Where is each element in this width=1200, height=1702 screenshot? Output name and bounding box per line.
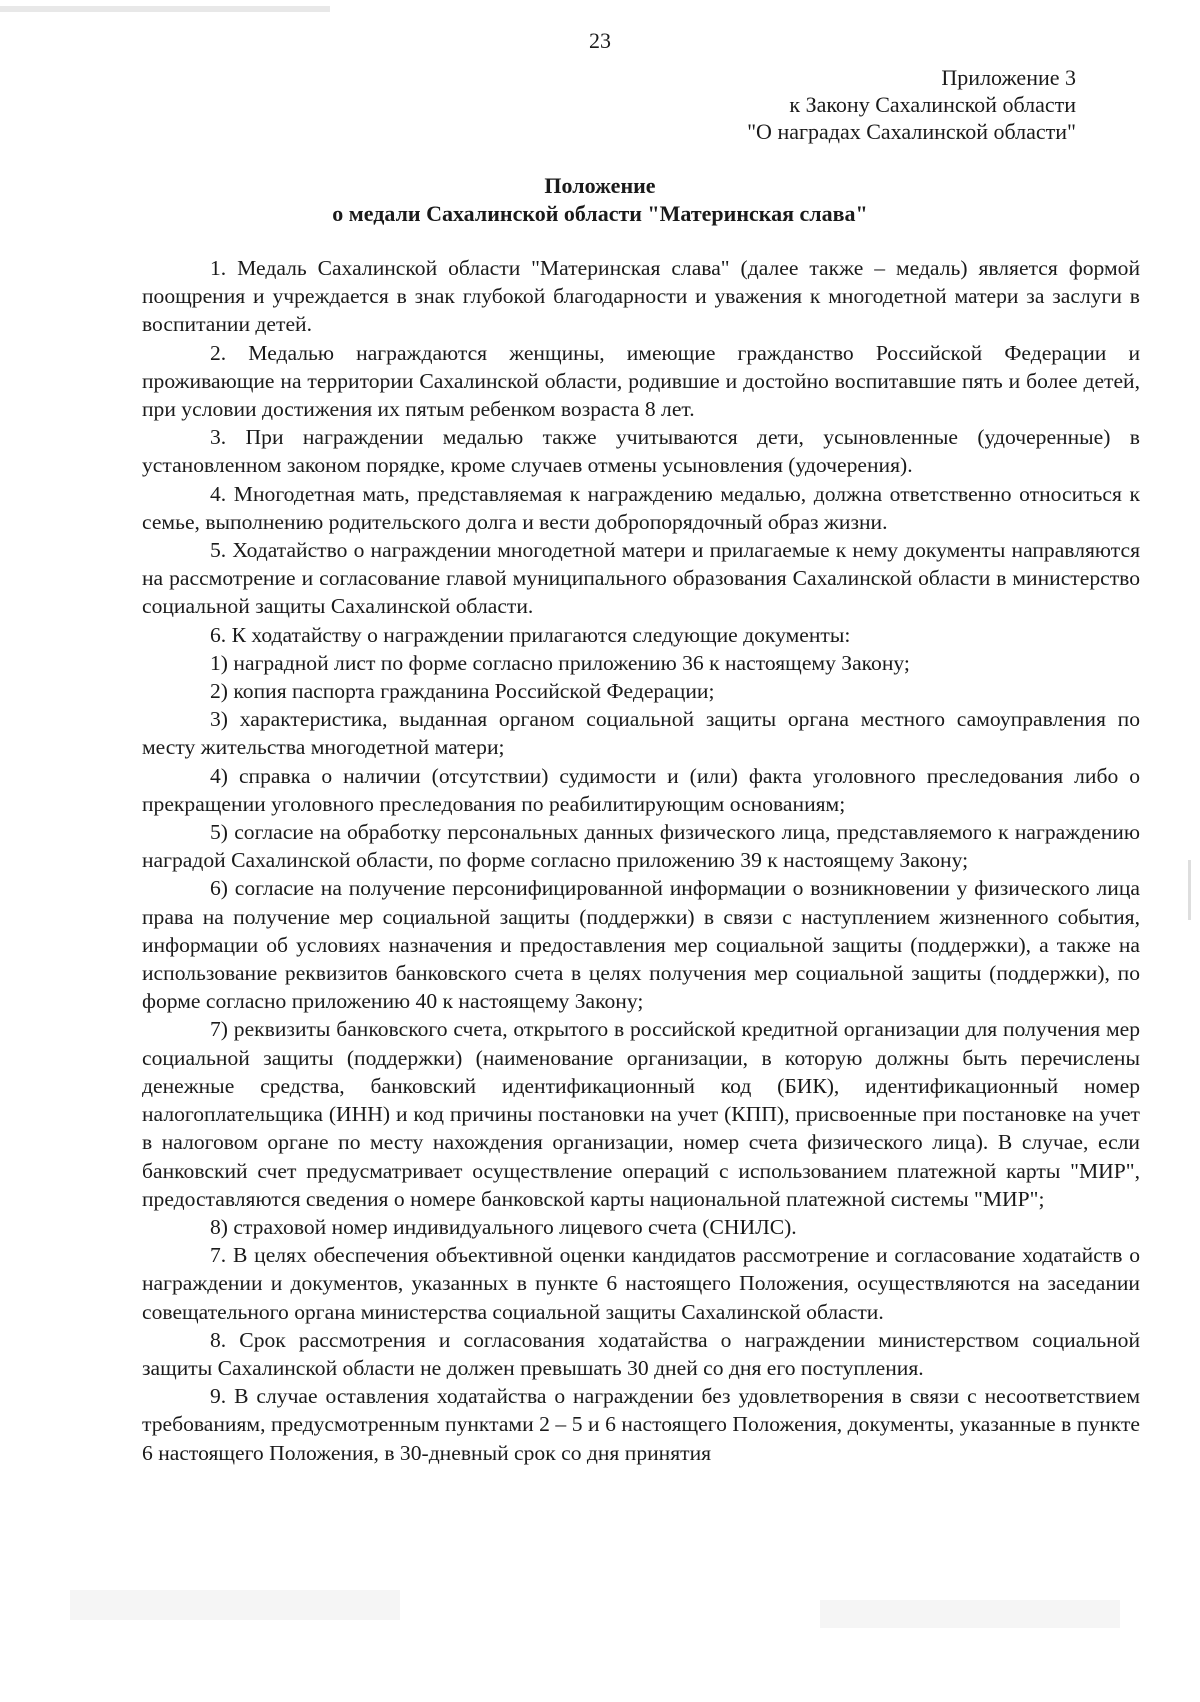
document-title [0, 172, 1200, 228]
paragraph: 8. Срок рассмотрения и согласования ходатайства о награждении министерством социальной защиты Сахалинской области не должен превышать 30 дней со дня его поступления. [142, 1327, 1140, 1380]
scan-noise-right-edge [1188, 860, 1191, 920]
paragraph: 5. Ходатайство о награждении многодетной матери и прилагаемые к нему документы направляются на рассмотрение и согласование главой муниципального образования Сахалинской области в министерство социальной защиты Сахалинской области. [142, 538, 1140, 619]
appendix-line: к Закону Сахалинской области [789, 92, 1076, 117]
list-item: 4) справка о наличии (отсутствии) судимости и (или) факта уголовного преследования либо о прекращении уголовного преследования по реабилитирующим основаниям; [142, 763, 1140, 816]
appendix-line: "О наградах Сахалинской области" [747, 119, 1076, 144]
list-item: 5) согласие на обработку персональных данных физического лица, представляемого к награждению наградой Сахалинской области, по форме согласно приложению 39 к настоящему Закону; [142, 820, 1140, 873]
list-item: 8) страховой номер индивидуального лицевого счета (СНИЛС). [210, 1214, 797, 1239]
document-body [142, 254, 1140, 1467]
appendix-line: Приложение 3 [941, 65, 1076, 90]
paragraph: 1. Медаль Сахалинской области "Материнская слава" (далее также – медаль) является формой поощрения и учреждается в знак глубокой благодарности и уважения к многодетной матери за заслуги в воспитании детей. [142, 256, 1140, 337]
title-line: Положение [544, 173, 656, 198]
paragraph: 2. Медалью награждаются женщины, имеющие гражданство Российской Федерации и проживающие на территории Сахалинской области, родившие и достойно воспитавшие пять и более детей, при условии достижения их пятым ребенком возраста 8 лет. [142, 340, 1140, 422]
paragraph: 3. При награждении медалью также учитываются дети, усыновленные (удочеренные) в установленном законом порядке, кроме случаев отмены усыновления (удочерения). [142, 425, 1140, 478]
list-item: 1) наградной лист по форме согласно приложению 36 к настоящему Закону; [210, 650, 910, 675]
paragraph: 7. В целях обеспечения объективной оценки кандидатов рассмотрение и согласование ходатайств о награждении и документов, указанных в пункте 6 настоящего Положения, осуществляются на заседании совещательного органа министерства социальной защиты Сахалинской области. [142, 1243, 1140, 1324]
list-item: 7) реквизиты банковского счета, открытого в российской кредитной организации для получения мер социальной защиты (поддержки) (наименование организации, в которую должны быть перечислены денежные средства, банковский идентификационный код (БИК), идентификационный номер налогоплательщика (ИНН) и код причины постановки на учет (КПП), присвоенные при постановке на учет в налоговом органе по месту нахождения организации, номер счета физического лица). В случае, если банковский счет предусматривает осуществление операций с использованием платежной карты "МИР", предоставляются сведения о номере банковской карты национальной платежной системы "МИР"; [142, 1017, 1140, 1211]
title-line: о медали Сахалинской области "Материнская слава" [332, 201, 868, 226]
appendix-header [747, 64, 1076, 145]
list-item: 6) согласие на получение персонифицированной информации о возникновении у физического лица права на получение мер социальной защиты (поддержки) в связи с наступлением жизненного события, информации об условиях назначения и предоставления мер социальной защиты (поддержки), а также на использование реквизитов банковского счета в целях получения мер социальной защиты (поддержки), по форме согласно приложению 40 к настоящему Закону; [142, 876, 1140, 1014]
scan-noise-top [0, 6, 330, 12]
list-item: 2) копия паспорта гражданина Российской Федерации; [210, 679, 715, 704]
paragraph: 6. К ходатайству о награждении прилагаются следующие документы: [210, 622, 851, 647]
list-item: 3) характеристика, выданная органом социальной защиты органа местного самоуправления по месту жительства многодетной матери; [142, 707, 1140, 760]
scan-noise-bottom-right [820, 1600, 1120, 1628]
paragraph: 4. Многодетная мать, представляемая к награждению медалью, должна ответственно относиться к семье, выполнению родительского долга и вести добропорядочный образ жизни. [142, 481, 1140, 534]
paragraph: 9. В случае оставления ходатайства о награждении без удовлетворения в связи с несоответствием требованиям, предусмотренным пунктами 2 – 5 и 6 настоящего Положения, документы, указанные в пункте 6 настоящего Положения, в 30-дневный срок со дня принятия [142, 1384, 1140, 1465]
page-number: 23 [589, 28, 611, 53]
scan-noise-bottom-left [70, 1590, 400, 1620]
